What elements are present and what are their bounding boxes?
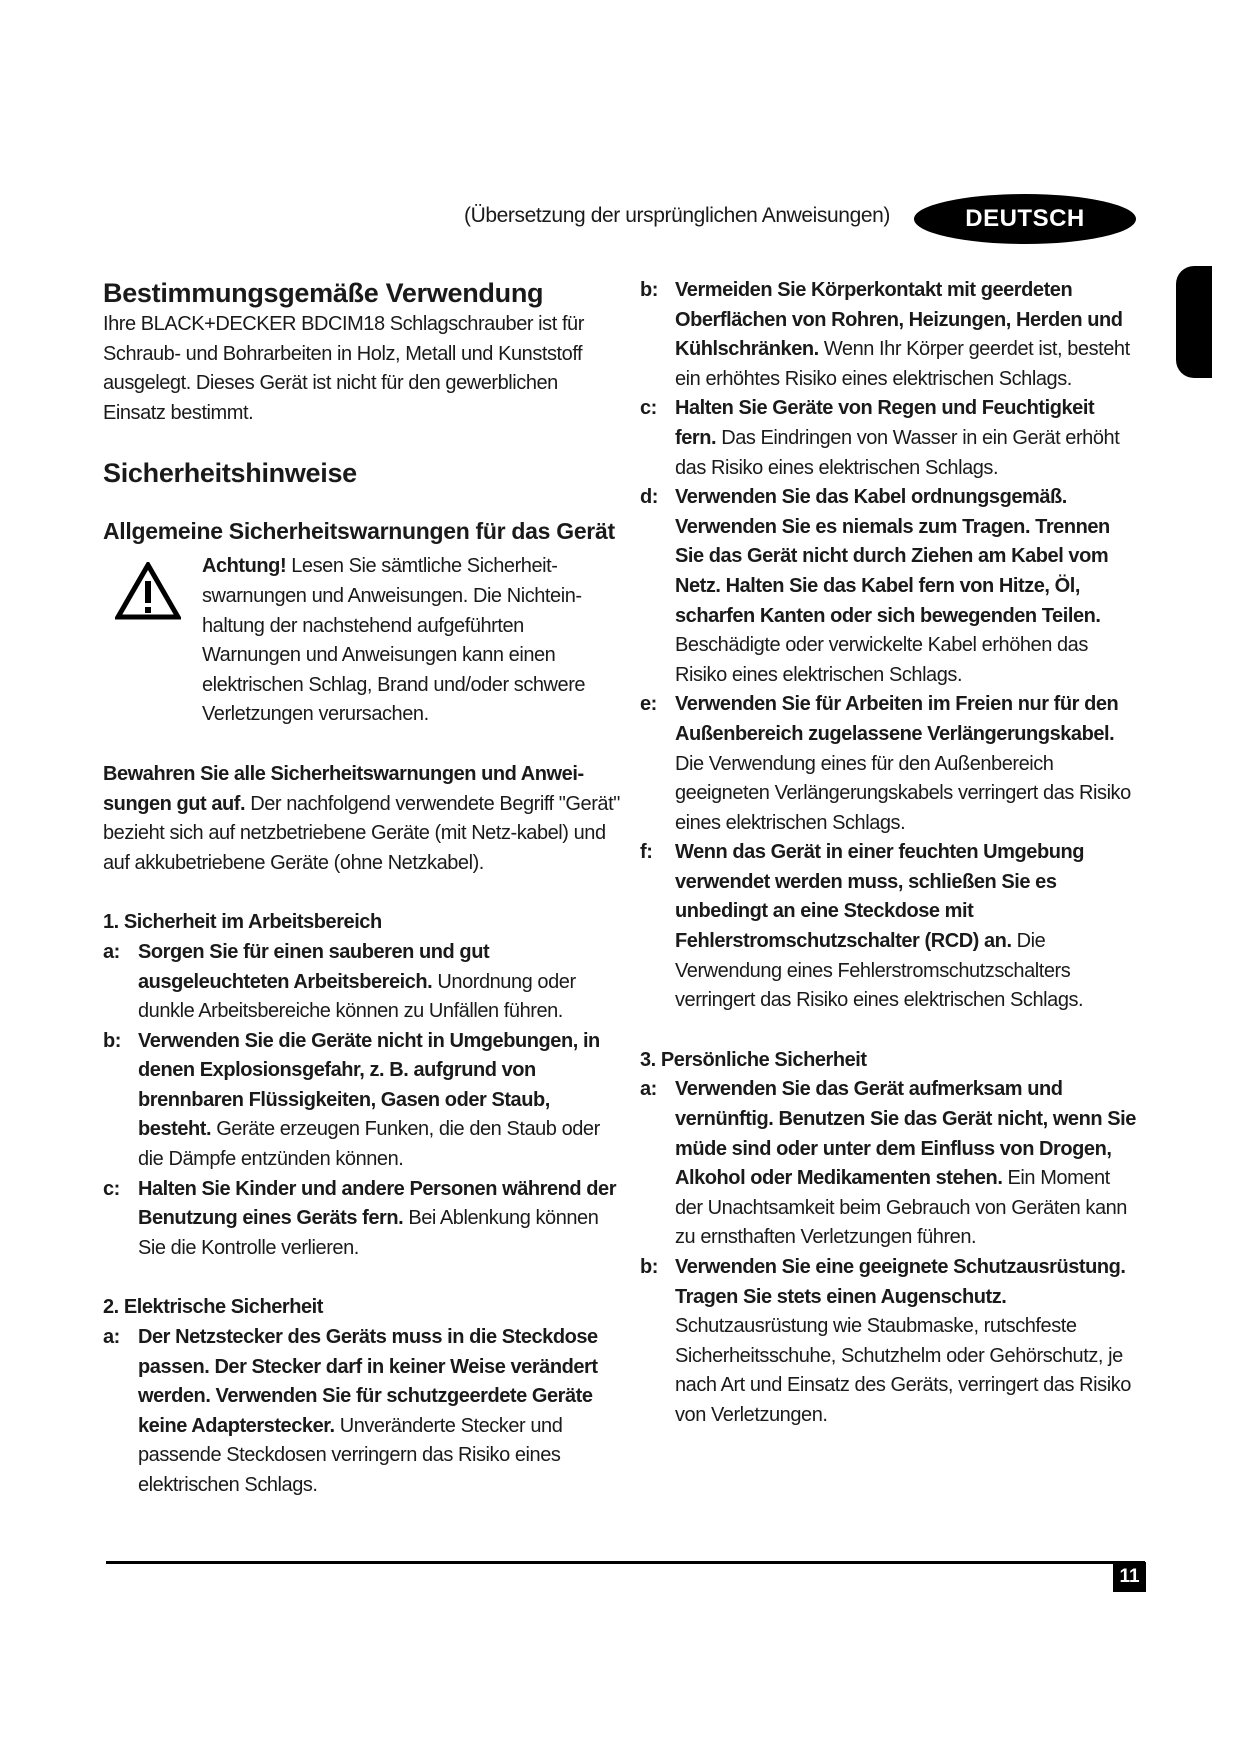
translation-note: (Übersetzung der ursprünglichen Anweisungen) xyxy=(464,204,890,227)
language-badge: DEUTSCH xyxy=(914,194,1136,244)
item-text xyxy=(675,1075,1140,1253)
item-bold: Verwenden Sie für Arbeiten im Freien nur für den Außenbereich zugelassene Verlängerungskabel. xyxy=(675,693,1119,745)
item-body: Schutzausrüstung wie Staubmaske, rutschfeste Sicherheitsschuhe, Schutzhelm oder Gehörschutz, je nach Art und Einsatz des Geräts, verringert das Risiko von Verletzungen. xyxy=(675,1315,1131,1426)
item-text xyxy=(138,1323,623,1501)
item-text xyxy=(675,690,1140,838)
list-item xyxy=(103,938,623,1027)
footer-rule xyxy=(106,1561,1145,1564)
item-label: b: xyxy=(640,1256,658,1278)
item-bold: Wenn das Gerät in einer feuchten Umgebung verwendet werden muss, schließen Sie es unbedingt an eine Steckdose mit Fehlerstromschutzschalter (RCD) an. xyxy=(675,841,1085,953)
item-bold: Verwenden Sie das Gerät aufmerksam und vernünftig. Benutzen Sie das Gerät nicht, wenn Sie müde sind oder unter dem Einfluss von Drogen, Alkohol oder Medikamenten stehen. xyxy=(675,1078,1136,1190)
item-body: Ein Moment der Unachtsamkeit beim Gebrauch von Geräten kann zu ernsthaften Verletzungen führen. xyxy=(675,1167,1127,1249)
list-item xyxy=(103,1027,623,1175)
heading-intended-use: Bestimmungsgemäße Verwendung xyxy=(103,278,544,308)
list-item xyxy=(103,1323,623,1501)
item-body: Die Verwendung eines Fehlerstromschutzschalters verringert das Risiko eines elektrischen Schlags. xyxy=(675,930,1084,1012)
keep-instructions-bold: Bewahren Sie alle Sicherheitswarnungen und Anwei-sungen gut auf. xyxy=(103,762,584,815)
list-item xyxy=(640,1253,1140,1431)
keep-instructions xyxy=(103,760,623,878)
item-body: Geräte erzeugen Funken, die den Staub oder die Dämpfe entzünden können. xyxy=(138,1118,600,1171)
item-label: c: xyxy=(103,1177,120,1200)
item-body: Unordnung oder dunkle Arbeitsbereiche können zu Unfällen führen. xyxy=(138,970,576,1023)
list-item xyxy=(640,276,1140,394)
list-item xyxy=(640,1075,1140,1253)
intended-use-text: Ihre BLACK+DECKER BDCIM18 Schlagschrauber ist für Schraub- und Bohrarbeiten in Holz, Metall und Kunststoff ausgelegt. Dieses Gerät ist nicht für den gewerblichen Einsatz bestimmt. xyxy=(103,313,584,424)
item-label: a: xyxy=(103,1326,120,1349)
item-bold: Halten Sie Kinder und andere Personen während der Benutzung eines Geräts fern. xyxy=(138,1177,617,1230)
left-column xyxy=(103,276,623,1501)
item-text xyxy=(138,938,623,1027)
item-body: Wenn Ihr Körper geerdet ist, besteht ein erhöhtes Risiko eines elektrischen Schlags. xyxy=(675,338,1130,390)
item-label: a: xyxy=(640,1078,657,1101)
section-1-title: 1. Sicherheit im Arbeitsbereich xyxy=(103,911,382,934)
item-bold: Halten Sie Geräte von Regen und Feuchtigkeit fern. xyxy=(675,397,1095,449)
item-body: Unveränderte Stecker und passende Steckdosen verringern das Risiko eines elektrischen Schlags. xyxy=(138,1414,563,1496)
item-text xyxy=(675,394,1140,483)
warning-triangle-icon xyxy=(115,562,181,620)
list-item xyxy=(640,394,1140,483)
item-label: c: xyxy=(640,397,657,420)
warning-body: Lesen Sie sämtliche Sicherheit-swarnungen und Anweisungen. Die Nichtein-haltung der nachstehend aufgeführten Warnungen und Anweisungen kann einen elektrischen Schlag, Brand und/oder schwere Verletzungen verursachen. xyxy=(202,555,586,726)
item-text xyxy=(675,838,1140,1016)
keep-instructions-body: Der nachfolgend verwendete Begriff "Gerät" bezieht sich auf netzbetriebene Geräte (mit Netz-kabel) und auf akkubetriebene Geräte (ohne Netzkabel). xyxy=(103,792,620,874)
item-text xyxy=(675,276,1140,394)
item-label: b: xyxy=(640,279,658,301)
warning-block xyxy=(103,552,623,730)
section-3-title: 3. Persönliche Sicherheit xyxy=(640,1048,867,1071)
list-item xyxy=(640,483,1140,690)
list-item xyxy=(103,1175,623,1264)
item-body: Die Verwendung eines für den Außenbereich geeigneten Verlängerungskabels verringert das Risiko eines elektrischen Schlags. xyxy=(675,752,1131,834)
item-text xyxy=(138,1175,623,1264)
item-bold: Verwenden Sie das Kabel ordnungsgemäß. Verwenden Sie es niemals zum Tragen. Trennen Sie das Gerät nicht durch Ziehen am Kabel vom Netz. Halten Sie das Kabel fern von Hitze, Öl, scharfen Kanten oder sich bewegenden Teilen. xyxy=(675,486,1110,627)
item-label: b: xyxy=(103,1029,121,1052)
item-body: Beschädigte oder verwickelte Kabel erhöhen das Risiko eines elektrischen Schlags. xyxy=(675,634,1088,686)
warning-label: Achtung! xyxy=(202,555,287,578)
item-text xyxy=(138,1027,623,1175)
item-bold: Verwenden Sie die Geräte nicht in Umgebungen, in denen Explosionsgefahr, z. B. aufgrund von brennbaren Flüssigkeiten, Gasen oder Staub, besteht. xyxy=(138,1029,600,1141)
item-text xyxy=(675,1253,1140,1431)
right-column xyxy=(640,276,1140,1431)
side-tab-marker xyxy=(1176,266,1212,378)
item-text xyxy=(675,483,1140,690)
heading-safety: Sicherheitshinweise xyxy=(103,458,357,489)
item-label: a: xyxy=(103,940,120,963)
section-2-title: 2. Elektrische Sicherheit xyxy=(103,1296,323,1319)
item-label: d: xyxy=(640,486,658,509)
list-item xyxy=(640,690,1140,838)
item-bold: Vermeiden Sie Körperkontakt mit geerdeten Oberflächen von Rohren, Heizungen, Herden und Kühlschränken. xyxy=(675,279,1123,361)
item-label: e: xyxy=(640,693,657,716)
item-bold: Der Netzstecker des Geräts muss in die Steckdose passen. Der Stecker darf in keiner Weise verändert werden. Verwenden Sie für schutzgeerdete Geräte keine Adapterstecker. xyxy=(138,1326,598,1437)
item-body: Das Eindringen von Wasser in ein Gerät erhöht das Risiko eines elektrischen Schlags. xyxy=(675,426,1120,479)
item-bold: Sorgen Sie für einen sauberen und gut ausgeleuchteten Arbeitsbereich. xyxy=(138,940,490,993)
heading-general-warnings: Allgemeine Sicherheitswarnungen für das Gerät xyxy=(103,518,615,545)
warning-text xyxy=(202,552,623,730)
list-item xyxy=(640,838,1140,1016)
item-bold: Verwenden Sie eine geeignete Schutzausrüstung. Tragen Sie stets einen Augenschutz. xyxy=(675,1256,1126,1308)
page-number: 11 xyxy=(1113,1562,1146,1592)
item-label: f: xyxy=(640,841,653,864)
item-body: Bei Ablenkung können Sie die Kontrolle verlieren. xyxy=(138,1207,599,1259)
